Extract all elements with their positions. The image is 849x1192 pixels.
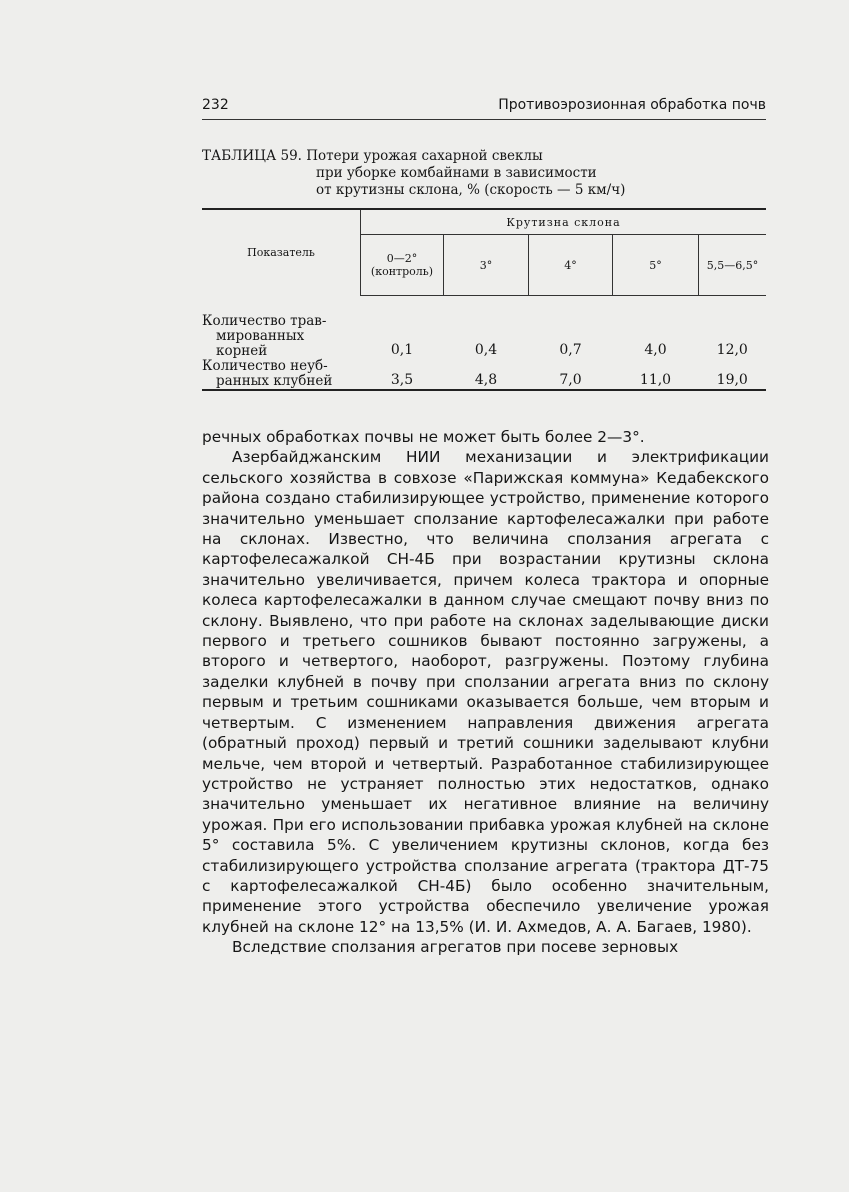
table-cell: 0,7	[559, 342, 582, 358]
paragraph: Азербайджанским НИИ механизации и электрификации сельского хозяйства в совхозе «Парижская коммуна» Кедабекского района создано стабилизирующее устройство, применение которого значительно уменьшает сползание картофелесажалки при работе на склонах. Известно, что величина сползания агрегата с картофелесажалкой СН-4Б при возрастании крутизны склона значительно увеличивается, причем колеса трактора и опорные колеса картофелесажалки в данном случае смещают почву вниз по склону. Выявлено, что при работе на склонах заделывающие диски первого и третьего сошников бывают постоянно загружены, а второго и четвертого, наоборот, разгружены. Поэтому глубина заделки клубней в почву при сползании агрегата вниз по склону первым и третьим сошниками оказывается больше, чем вторым и четвертым. С изменением направления движения агрегата (обратный проход) первый и третий сошники заделывают клубни мельче, чем второй и четвертый. Разработанное стабилизирующее устройство не устраняет полностью этих недостатков, однако значительно уменьшает их негативное влияние на величину урожая. При его использовании прибавка урожая клубней на склоне 5° составила 5%. С увеличением крутизны склонов, когда без стабилизирующего устройства сползание агрегата (трактора ДТ-75 с картофелесажалкой СН-4Б) было особенно значительным, применение этого устройства обеспечило увеличение урожая клубней на склоне 12° на 13,5% (И. И. Ахмедов, А. А. Багаев, 1980).	[202, 448, 769, 936]
body-text	[202, 427, 769, 958]
row-label-line: Количество неуб-	[202, 358, 328, 374]
indicator-column-header: Показатель	[202, 209, 361, 296]
running-title: Противоэрозионная обработка почв	[498, 97, 766, 113]
table-row	[202, 359, 766, 390]
table-cell: 3,5	[390, 372, 414, 388]
table-cell: 11,0	[639, 372, 672, 388]
slope-column-header: 5,5—6,5°	[699, 235, 767, 296]
paragraph: речных обработках почвы не может быть более 2—3°.	[202, 428, 645, 446]
table-cell: 7,0	[559, 372, 582, 388]
table-cell: 4,8	[474, 372, 498, 388]
slope-column-header: 0—2° (контроль)	[361, 235, 444, 296]
row-label	[202, 359, 361, 390]
slope-group-header: Крутизна склона	[361, 209, 767, 235]
slope-column-header: 3°	[444, 235, 529, 296]
page-number: 232	[202, 97, 229, 113]
row-label-line: Количество трав-	[202, 313, 327, 329]
slope-column-header: 4°	[529, 235, 613, 296]
paragraph: Вследствие сползания агрегатов при посеве зерновых	[232, 938, 679, 957]
caption-line: при уборке комбайнами в зависимости	[316, 165, 597, 181]
table-cell: 0,1	[390, 342, 414, 358]
table-cell: 12,0	[716, 342, 748, 358]
table-cell: 4,0	[644, 342, 667, 358]
row-label	[202, 314, 361, 359]
row-label-line: корней	[216, 343, 268, 359]
caption-line: от крутизны склона, % (скорость — 5 км/ч)	[316, 182, 626, 198]
table-row	[202, 314, 766, 359]
caption-line: ТАБЛИЦА 59. Потери урожая сахарной свеклы	[202, 148, 543, 164]
table-caption	[202, 148, 766, 199]
row-label-line: мированных	[216, 328, 305, 344]
table-cell: 0,4	[474, 342, 498, 358]
row-label-line: ранных клубней	[216, 373, 333, 389]
crop-loss-table	[202, 208, 766, 391]
table-cell: 19,0	[716, 372, 748, 388]
slope-column-header: 5°	[613, 235, 699, 296]
running-header	[202, 97, 766, 120]
